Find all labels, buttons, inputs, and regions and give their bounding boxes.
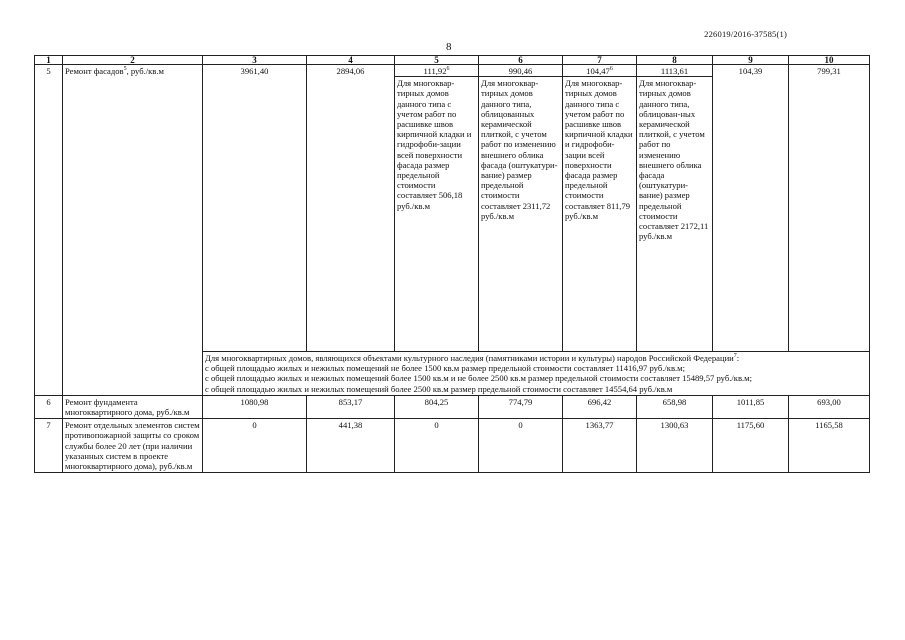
page-number: 8 (446, 41, 452, 53)
row-number: 5 (35, 65, 63, 396)
row-number: 7 (35, 419, 63, 473)
header-cell: 10 (789, 56, 870, 65)
table-row (35, 65, 870, 352)
table-row (35, 419, 870, 473)
cell-value: 0 (479, 419, 563, 473)
cell-value: 1165,58 (789, 419, 870, 473)
cell-value: 0 (395, 419, 479, 473)
row-number: 6 (35, 395, 63, 418)
cell-value-note: 104,47$^6$ Для многоквар-тирных домов данного типа с учетом работ по расшивке швов кирпичной кладки и гидрофоби-зации всей поверхности фасада размер предельной стоимости составляет 811,79 руб./кв.м (563, 65, 637, 352)
cell-value: 774,79 (479, 395, 563, 418)
cell-value: 104,39 (713, 65, 789, 352)
cell-value: 853,17 (307, 395, 395, 418)
cell-value: 804,25 (395, 395, 479, 418)
header-row (35, 56, 870, 65)
row-name: Ремонт фундамента многоквартирного дома, руб./кв.м (63, 395, 203, 418)
cell-value: 0 (203, 419, 307, 473)
cell-value: 696,42 (563, 395, 637, 418)
cell-value: 693,00 (789, 395, 870, 418)
cell-value: 1363,77 (563, 419, 637, 473)
header-cell: 2 (63, 56, 203, 65)
cell-value: 658,98 (637, 395, 713, 418)
cell-value: 2894,06 (307, 65, 395, 352)
cell-value: 1175,60 (713, 419, 789, 473)
header-cell: 9 (713, 56, 789, 65)
header-cell: 6 (479, 56, 563, 65)
header-cell: 7 (563, 56, 637, 65)
cell-value-note: 111,92$^6$ Для многоквар-тирных домов данного типа с учетом работ по расшивке швов кирпичной кладки и гидрофоби-зации всей поверхности фасада размер предельной стоимости составляет 506,18 руб./кв.м (395, 65, 479, 352)
row-name: Ремонт отдельных элементов систем противопожарной защиты со сроком службы более 20 лет (при наличии указанных систем в проекте многоквартирного дома), руб./кв.м (63, 419, 203, 473)
heritage-note: Для многоквартирных домов, являющихся объектами культурного наследия (памятниками истории и культуры) народов Российской Федерации$^7$: с общей площадью жилых и нежилых помещений не более 1500 кв.м размер предельной стоимости составляет 11416,97 руб./кв.м; с общей площадью жилых и нежилых помещений более 1500 кв.м и не более 2500 кв.м размер предельной стоимости составляет 15489,57 руб./кв.м; с общей площадью жилых и нежилых помещений более 2500 кв.м размер предельной стоимости составляет 14554,64 руб./кв.м (203, 352, 870, 396)
cell-value-note: 1113,61 Для многоквар-тирных домов данного типа, облицован-ных керамической плиткой, с учетом работ по изменению внешнего облика фасада (оштукатури-вание) размер предельной стоимости составляет 2172,11 руб./кв.м (637, 65, 713, 352)
cell-value: 1080,98 (203, 395, 307, 418)
cell-value: 1300,63 (637, 419, 713, 473)
header-cell: 4 (307, 56, 395, 65)
row-name: Ремонт фасадов$^5$, руб./кв.м (63, 65, 203, 396)
document-number: 226019/2016-37585(1) (704, 29, 787, 39)
header-cell: 8 (637, 56, 713, 65)
cell-value: 799,31 (789, 65, 870, 352)
cell-value: 1011,85 (713, 395, 789, 418)
cell-value: 3961,40 (203, 65, 307, 352)
cell-value: 441,38 (307, 419, 395, 473)
header-cell: 3 (203, 56, 307, 65)
header-cell: 1 (35, 56, 63, 65)
header-cell: 5 (395, 56, 479, 65)
table-row (35, 395, 870, 418)
cell-value-note: 990,46 Для многоквар-тирных домов данного типа, облицованных керамической плиткой, с учетом работ по изменению внешнего облика фасада (оштукатури-вание) размер предельной стоимости составляет 2311,72 руб./кв.м (479, 65, 563, 352)
cost-table (34, 55, 870, 473)
